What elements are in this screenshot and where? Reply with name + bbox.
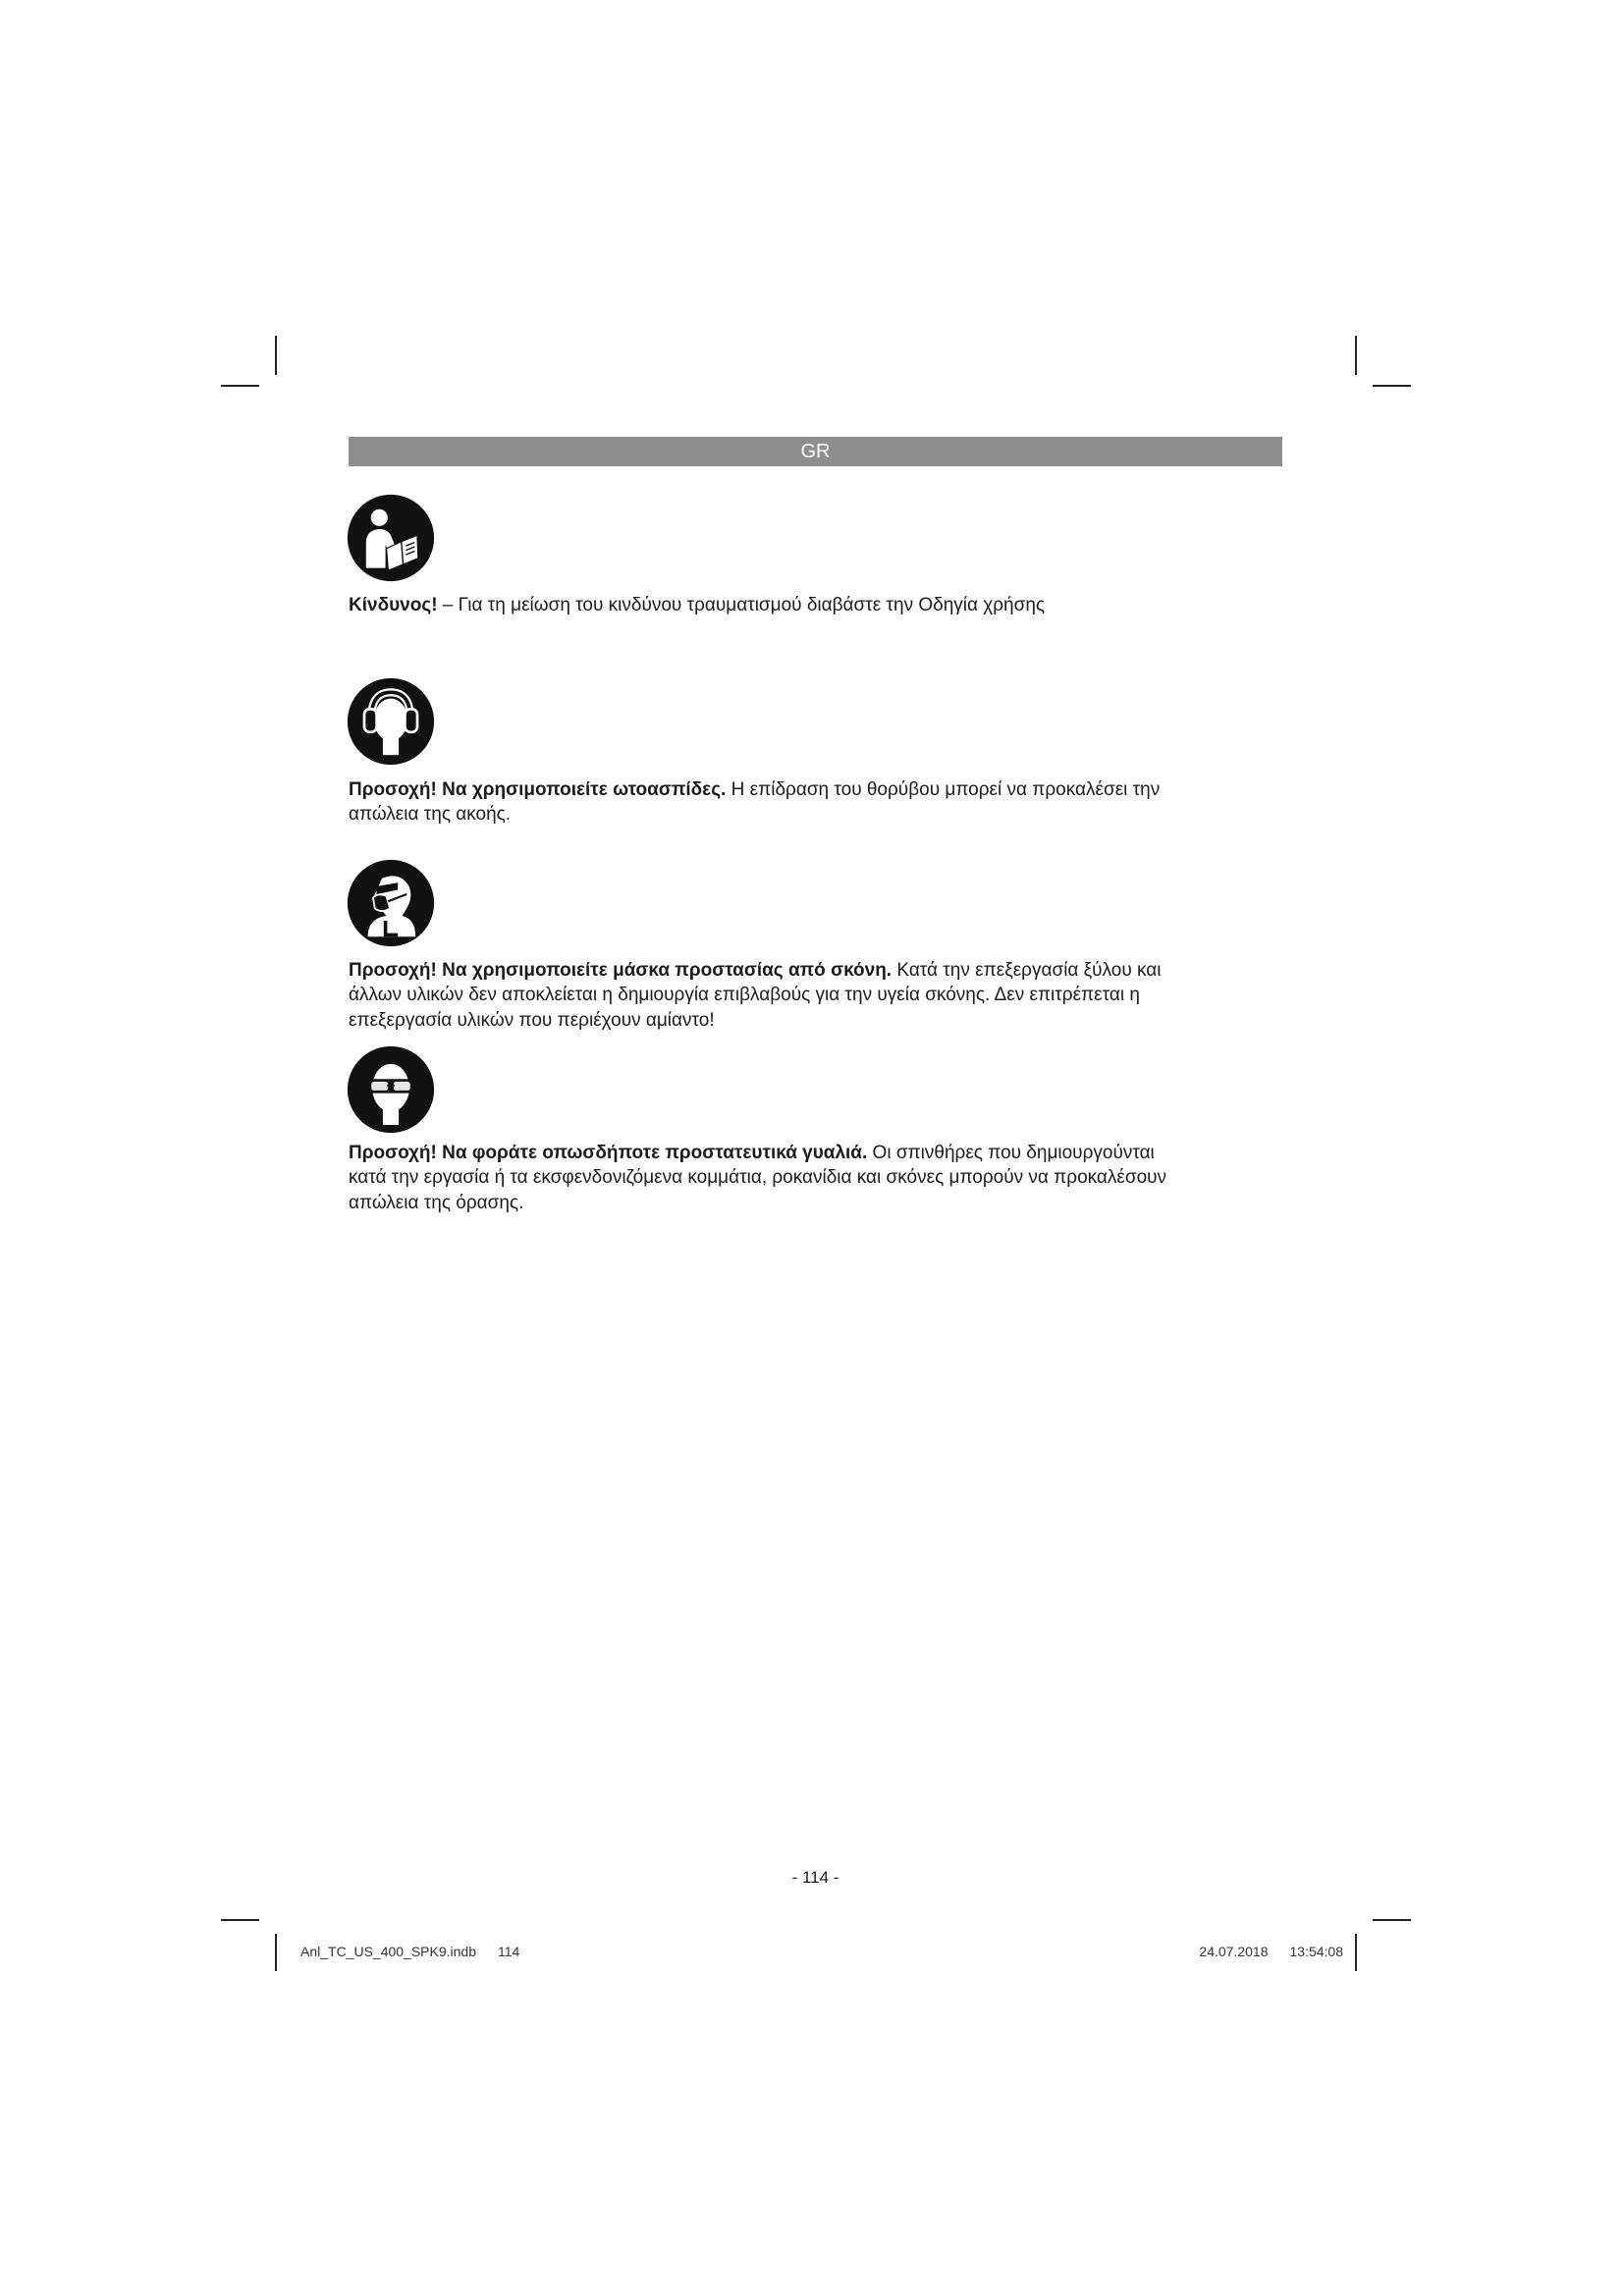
warning-1-heading: Κίνδυνος! [349,595,438,615]
footer-timestamp [1199,1942,1343,1961]
warning-4-line-3 [349,1191,523,1215]
ear-protection-icon [347,677,435,766]
warning-2-text: Η επίδραση του θορύβου μπορεί να προκαλέσει την [726,779,1161,800]
footer-file-name: Anl_TC_US_400_SPK9.indb [300,1944,477,1959]
warning-4-text: απώλεια της όρασης. [349,1193,524,1213]
warning-3-text: Κατά την επεξεργασία ξύλου και [892,960,1162,981]
read-manual-icon [347,494,435,582]
warning-1-line-1 [349,593,1045,617]
crop-mark-top-left-horizontal [221,385,259,387]
footer-date: 24.07.2018 [1199,1944,1269,1959]
warning-3-line-2 [349,983,1140,1007]
crop-mark-bottom-right-horizontal [1373,1919,1411,1921]
warning-3-text: επεξεργασία υλικών που περιέχουν αμίαντο! [349,1010,715,1031]
crop-mark-top-right-vertical [1355,336,1357,375]
crop-mark-bottom-right-vertical [1355,1934,1357,1971]
warning-4-text: κατά την εργασία ή τα εκσφενδονιζόμενα κομμάτια, ροκανίδια και σκόνες μπορούν να προκαλέσουν [349,1167,1167,1188]
language-code: GR [800,441,831,462]
warning-3-line-3 [349,1008,715,1033]
warning-4-text: Οι σπινθήρες που δημιουργούνται [867,1143,1155,1163]
footer-time: 13:54:08 [1289,1944,1343,1959]
crop-mark-top-left-vertical [275,336,277,375]
warning-4-heading: Προσοχή! Να φοράτε οπωσδήποτε προστατευτικά γυαλιά. [349,1143,868,1163]
safety-goggles-icon [347,1045,435,1134]
warning-2-heading: Προσοχή! Να χρησιμοποιείτε ωτοασπίδες. [349,779,727,800]
warning-2-line-2 [349,802,511,827]
page-number: - 114 - [791,1868,839,1887]
warning-3-text: άλλων υλικών δεν αποκλείεται η δημιουργία επιβλαβούς για την υγεία σκόνης. Δεν επιτρέπεται η [349,985,1140,1005]
warning-3-line-1 [349,958,1162,983]
warning-3-heading: Προσοχή! Να χρησιμοποιείτε μάσκα προστασίας από σκόνη. [349,960,893,981]
crop-mark-top-right-horizontal [1373,385,1411,387]
crop-mark-bottom-left-vertical [275,1934,277,1971]
warning-1-text: – Για τη μείωση του κινδύνου τραυματισμού διαβάστε την Οδηγία χρήσης [437,595,1046,615]
language-header-bar [349,437,1282,466]
footer-file-page: 114 [498,1944,520,1959]
dust-mask-icon [347,859,435,947]
crop-mark-bottom-left-horizontal [221,1919,259,1921]
warning-4-line-2 [349,1165,1166,1190]
warning-2-line-1 [349,777,1160,802]
footer-file-info [300,1942,519,1961]
warning-2-text: απώλεια της ακοής. [349,804,512,825]
warning-4-line-1 [349,1141,1155,1165]
